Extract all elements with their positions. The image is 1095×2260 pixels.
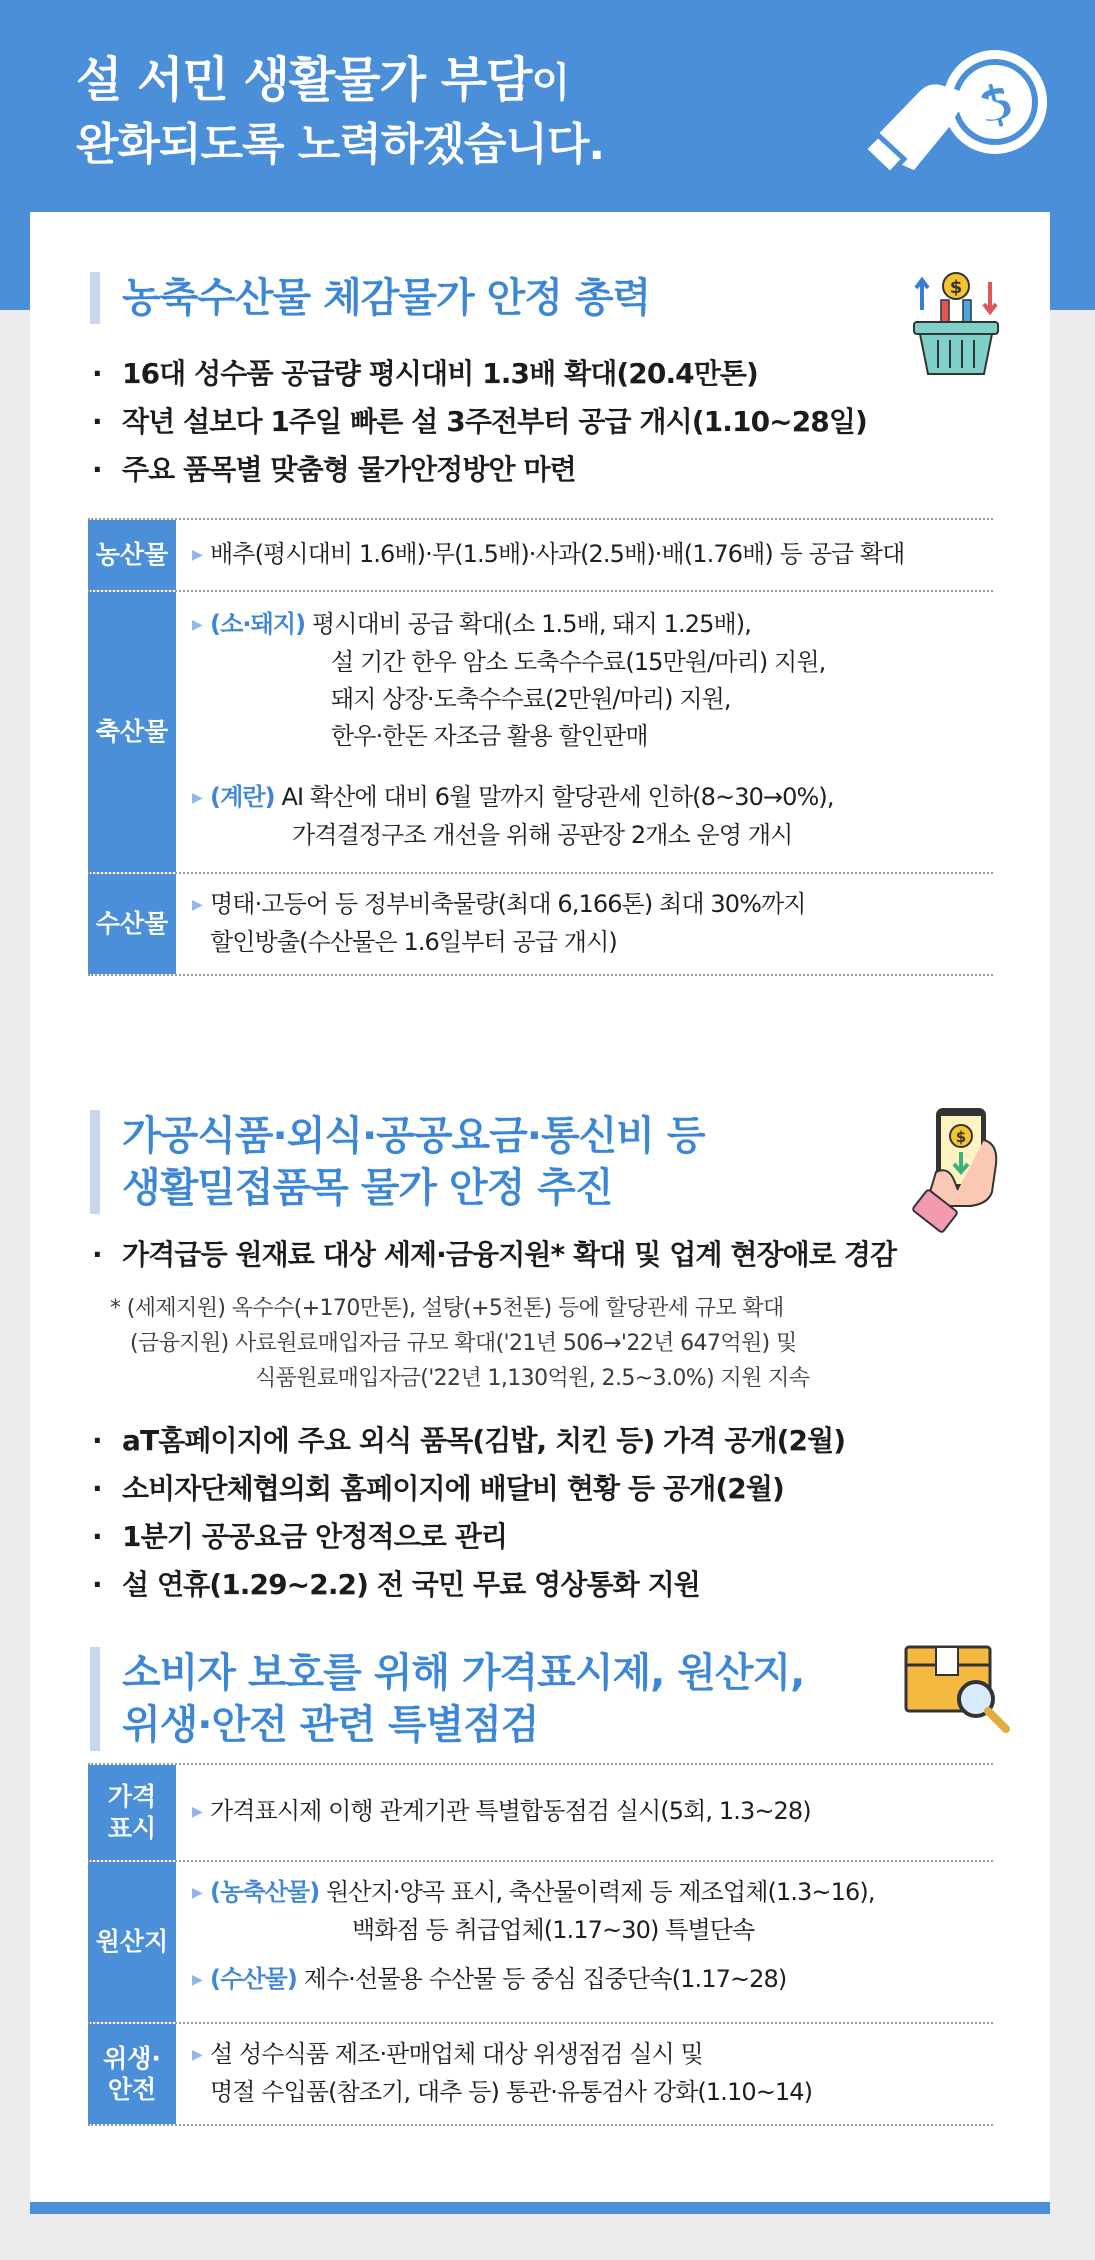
- table-row: 축산물 ▶ (소·돼지) 평시대비 공급 확대(소 1.5배, 돼지 1.25배), 설 기간 한우 암소 도축수수료(15만원/마리) 지원, 돼지 상장·도축수수료(2만원/마리) 지원, 한우·한돈 자조금 활용 할인판매 ▶ (계란) AI 확산에 대비 6월 말까지 할당관세 인하(8~30→0%), 가격결정구조 개선을 위해 공판장 2개소 운영 개시: [88, 592, 993, 874]
- section-1-bullets: [92, 350, 867, 494]
- table-row: 원산지 ▶ (농축산물) 원산지·양곡 표시, 축산물이력제 등 제조업체(1.3~16), 백화점 등 취급업체(1.17~30) 특별단속 ▶ (수산물) 제수·선물용 수산물 등 중심 집중단속(1.17~28): [88, 1862, 993, 2024]
- section-1-heading: [90, 272, 650, 324]
- svg-text:$: $: [955, 1128, 967, 1146]
- bottom-accent-bar: [30, 2202, 1050, 2214]
- table-row: 가격 표시 ▶ 가격표시제 이행 관계기관 특별합동점검 실시(5회, 1.3~28): [88, 1763, 993, 1862]
- bullet-item: · 가격급등 원재료 대상 세제·금융지원* 확대 및 업계 현장애로 경감: [92, 1238, 897, 1271]
- table-row: 수산물 ▶ 명태·고등어 등 정부비축물량(최대 6,166톤) 최대 30%까지 할인방출(수산물은 1.6일부터 공급 개시): [88, 874, 993, 976]
- page-title: [76, 46, 604, 177]
- bullet-item: · 설 연휴(1.29~2.2) 전 국민 무료 영상통화 지원: [92, 1568, 700, 1601]
- section-2-heading: [90, 1110, 704, 1214]
- section-3-title-line: 위생·안전 관련 특별점검: [122, 1702, 539, 1748]
- section-1-title: 농축수산물 체감물가 안정 총력: [122, 275, 651, 321]
- row-label: 축산물: [88, 592, 176, 872]
- footnote: * (세제지원) 옥수수(+170만톤), 설탕(+5천톤) 등에 할당관세 규모 확대 (금융지원) 사료원료매입자금 규모 확대('21년 506→'22년 647억원) 및 식품원료매입자금('22년 1,130억원, 2.5~3.0%) 지원 지속: [110, 1296, 810, 1391]
- section-2-bullets: [92, 1417, 845, 1609]
- hand-coin-icon: [862, 46, 1062, 186]
- title-line-2: 완화되도록 노력하겠습니다.: [76, 119, 605, 171]
- svg-text:$: $: [949, 277, 963, 298]
- table-row: 위생· 안전 ▶ 설 성수식품 제조·판매업체 대상 위생점검 실시 및 명절 수입품(참조기, 대추 등) 통관·유통검사 강화(1.10~14): [88, 2024, 993, 2126]
- row-label: 농산물: [88, 520, 176, 590]
- box-inspection-icon: [902, 1643, 1014, 1735]
- phone-payment-icon: [900, 1106, 1004, 1234]
- section-3-title-line: 소비자 보호를 위해 가격표시제, 원산지,: [122, 1650, 805, 1696]
- table-row: 농산물 ▶ 배추(평시대비 1.6배)·무(1.5배)·사과(2.5배)·배(1.76배) 등 공급 확대: [88, 518, 993, 592]
- basket-price-icon: [908, 270, 1004, 378]
- bullet-item: · aT홈페이지에 주요 외식 품목(김밥, 치킨 등) 가격 공개(2월): [92, 1424, 846, 1457]
- title-line-1: 설 서민 생활물가 부담: [76, 52, 532, 108]
- bullet-item: · 작년 설보다 1주일 빠른 설 3주전부터 공급 개시(1.10~28일): [92, 405, 867, 438]
- section-3-heading: [90, 1647, 804, 1751]
- row-label: 위생· 안전: [88, 2024, 176, 2124]
- section-1-table: [88, 518, 993, 976]
- bullet-item: · 16대 성수품 공급량 평시대비 1.3배 확대(20.4만톤): [92, 357, 758, 390]
- bullet-item: · 1분기 공공요금 안정적으로 관리: [92, 1520, 508, 1553]
- section-2-first-bullet: [92, 1231, 896, 1279]
- row-label: 수산물: [88, 874, 176, 974]
- title-line-1-suffix: 이: [531, 60, 570, 106]
- row-label: 가격 표시: [88, 1765, 176, 1860]
- section-2-title-line: 생활밀접품목 물가 안정 추진: [122, 1165, 613, 1211]
- section-3-table: [88, 1763, 993, 2126]
- section-2-title-line: 가공식품·외식·공공요금·통신비 등: [122, 1113, 705, 1159]
- bullet-item: · 주요 품목별 맞춤형 물가안정방안 마련: [92, 453, 576, 486]
- bullet-item: · 소비자단체협의회 홈페이지에 배달비 현황 등 공개(2월): [92, 1472, 784, 1505]
- row-label: 원산지: [88, 1862, 176, 2022]
